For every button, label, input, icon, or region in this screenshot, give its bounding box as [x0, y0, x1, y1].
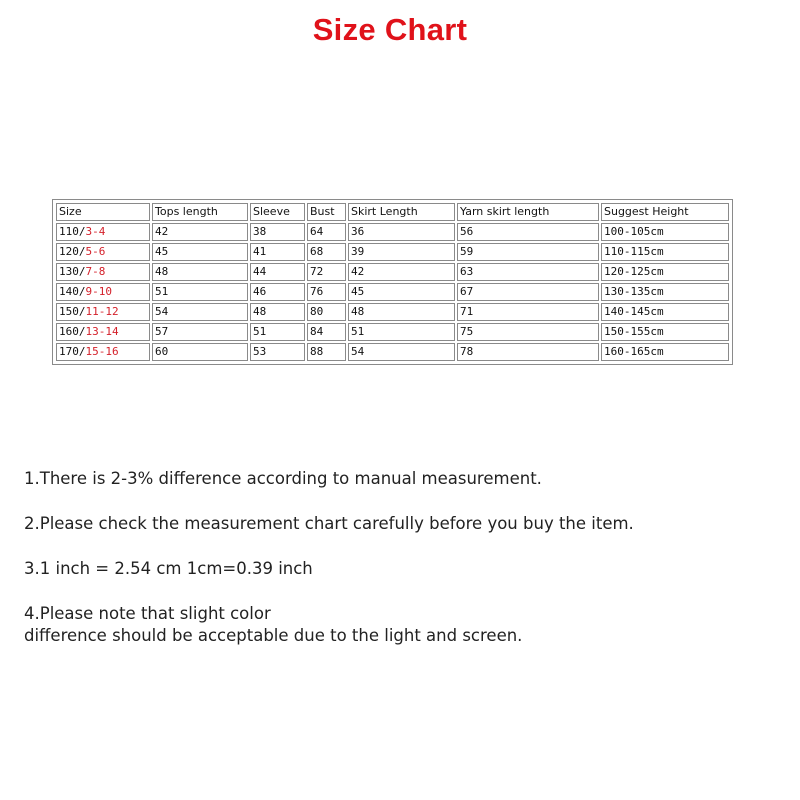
suggest-height-cell: 130-135cm: [601, 283, 729, 301]
skirt-length-cell: 51: [348, 323, 455, 341]
bust-cell: 88: [307, 343, 346, 361]
tops-length-cell: 60: [152, 343, 248, 361]
column-header-suggest-height: Suggest Height: [601, 203, 729, 221]
sleeve-cell: 48: [250, 303, 305, 321]
yarn-skirt-length-cell: 56: [457, 223, 599, 241]
size-table: [52, 199, 733, 365]
skirt-length-cell: 45: [348, 283, 455, 301]
skirt-length-cell: 48: [348, 303, 455, 321]
note-color-difference: [24, 603, 784, 647]
tops-length-cell: 42: [152, 223, 248, 241]
skirt-length-cell: 54: [348, 343, 455, 361]
size-value: 160: [59, 325, 79, 338]
note-color-difference-line-2: difference should be acceptable due to the light and screen.: [24, 626, 523, 645]
size-value: 120: [59, 245, 79, 258]
bust-cell: 72: [307, 263, 346, 281]
size-cell: 170/15-16: [56, 343, 150, 361]
size-cell: 120/5-6: [56, 243, 150, 261]
bust-cell: 84: [307, 323, 346, 341]
page-title: Size Chart: [312, 12, 468, 47]
bust-cell: 68: [307, 243, 346, 261]
table-row: [56, 243, 729, 261]
tops-length-cell: 48: [152, 263, 248, 281]
suggest-height-cell: 160-165cm: [601, 343, 729, 361]
age-range: 7-8: [85, 265, 106, 278]
table-row: [56, 323, 729, 341]
size-cell: 110/3-4: [56, 223, 150, 241]
column-header-sleeve: Sleeve: [250, 203, 305, 221]
size-cell: 130/7-8: [56, 263, 150, 281]
age-range: 11-12: [85, 305, 119, 318]
column-header-skirt-length: Skirt Length: [348, 203, 455, 221]
column-header-tops-length: Tops length: [152, 203, 248, 221]
column-header-size: Size: [56, 203, 150, 221]
tops-length-cell: 51: [152, 283, 248, 301]
note-check-chart: 2.Please check the measurement chart carefully before you buy the item.: [24, 514, 634, 533]
bust-cell: 76: [307, 283, 346, 301]
sleeve-cell: 46: [250, 283, 305, 301]
yarn-skirt-length-cell: 59: [457, 243, 599, 261]
skirt-length-cell: 36: [348, 223, 455, 241]
size-cell: 150/11-12: [56, 303, 150, 321]
skirt-length-cell: 39: [348, 243, 455, 261]
yarn-skirt-length-cell: 75: [457, 323, 599, 341]
tops-length-cell: 54: [152, 303, 248, 321]
age-range: 15-16: [85, 345, 119, 358]
suggest-height-cell: 100-105cm: [601, 223, 729, 241]
suggest-height-cell: 120-125cm: [601, 263, 729, 281]
tops-length-cell: 57: [152, 323, 248, 341]
notes-section: [24, 468, 784, 670]
note-measurement-difference: 1.There is 2-3% difference according to manual measurement.: [24, 469, 542, 488]
size-cell: 140/9-10: [56, 283, 150, 301]
age-range: 3-4: [85, 225, 106, 238]
yarn-skirt-length-cell: 71: [457, 303, 599, 321]
size-cell: 160/13-14: [56, 323, 150, 341]
table-header-row: [56, 203, 729, 221]
sleeve-cell: 41: [250, 243, 305, 261]
table-row: [56, 343, 729, 361]
age-range: 9-10: [85, 285, 112, 298]
size-value: 150: [59, 305, 79, 318]
bust-cell: 64: [307, 223, 346, 241]
yarn-skirt-length-cell: 63: [457, 263, 599, 281]
sleeve-cell: 53: [250, 343, 305, 361]
tops-length-cell: 45: [152, 243, 248, 261]
size-value: 140: [59, 285, 79, 298]
table-row: [56, 263, 729, 281]
sleeve-cell: 51: [250, 323, 305, 341]
age-range: 13-14: [85, 325, 119, 338]
yarn-skirt-length-cell: 78: [457, 343, 599, 361]
suggest-height-cell: 140-145cm: [601, 303, 729, 321]
note-color-difference-line-1: 4.Please note that slight color: [24, 604, 271, 623]
column-header-bust: Bust: [307, 203, 346, 221]
table-row: [56, 223, 729, 241]
note-unit-conversion: 3.1 inch = 2.54 cm 1cm=0.39 inch: [24, 559, 313, 578]
table-row: [56, 283, 729, 301]
size-value: 130: [59, 265, 79, 278]
age-range: 5-6: [85, 245, 106, 258]
skirt-length-cell: 42: [348, 263, 455, 281]
suggest-height-cell: 150-155cm: [601, 323, 729, 341]
yarn-skirt-length-cell: 67: [457, 283, 599, 301]
sleeve-cell: 44: [250, 263, 305, 281]
suggest-height-cell: 110-115cm: [601, 243, 729, 261]
size-value: 170: [59, 345, 79, 358]
column-header-yarn-skirt-length: Yarn skirt length: [457, 203, 599, 221]
size-value: 110: [59, 225, 79, 238]
bust-cell: 80: [307, 303, 346, 321]
table-row: [56, 303, 729, 321]
sleeve-cell: 38: [250, 223, 305, 241]
